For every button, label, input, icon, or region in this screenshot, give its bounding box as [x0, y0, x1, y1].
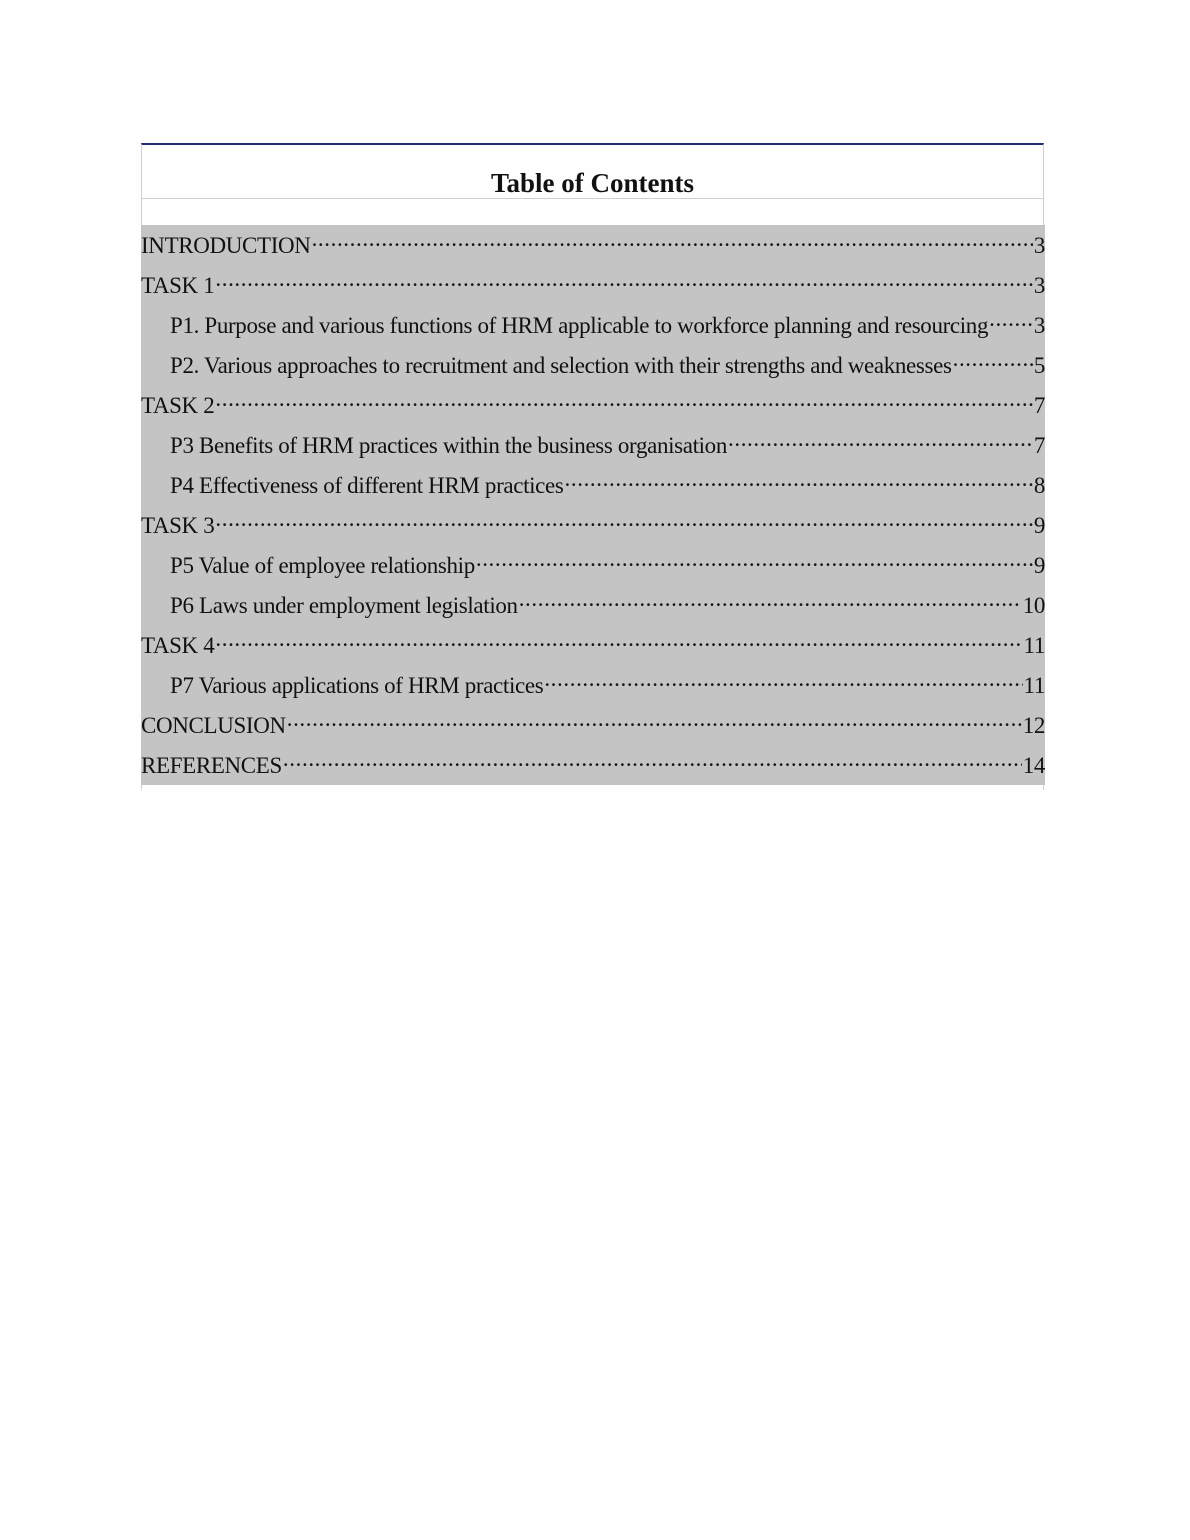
toc-entry-task-2[interactable]: [141, 385, 1045, 425]
toc-entry-p7[interactable]: [141, 665, 1045, 705]
toc-entry-task-4[interactable]: [141, 625, 1045, 665]
toc-entry-label: P3 Benefits of HRM practices within the business organisation: [170, 433, 727, 458]
toc-entry-label: P6 Laws under employment legislation: [170, 593, 518, 618]
toc-entry-introduction[interactable]: [141, 225, 1045, 265]
toc-dot-leader: [312, 225, 1033, 253]
title-spacer: [142, 199, 1043, 225]
toc-entry-p3[interactable]: [141, 425, 1045, 465]
toc-entry-task-1[interactable]: [141, 265, 1045, 305]
toc-entry-label: REFERENCES: [141, 753, 282, 778]
toc-entry-p5[interactable]: [141, 545, 1045, 585]
toc-entry-page: 11: [1023, 633, 1045, 658]
toc-entry-page: 8: [1033, 473, 1045, 498]
toc-entry-page: 10: [1022, 593, 1045, 618]
toc-dot-leader: [953, 345, 1033, 373]
toc-dot-leader: [565, 465, 1033, 493]
toc-entry-page: 7: [1033, 393, 1045, 418]
toc-dot-leader: [989, 305, 1033, 333]
toc-entry-label: TASK 3: [141, 513, 215, 538]
toc-entry-page: 5: [1033, 353, 1045, 378]
toc-entry-page: 14: [1022, 753, 1045, 778]
toc-entry-page: 9: [1033, 553, 1045, 578]
toc-entry-label: TASK 2: [141, 393, 215, 418]
toc-dot-leader: [728, 425, 1033, 453]
toc-entry-page: 3: [1033, 313, 1045, 338]
toc-entry-page: 9: [1033, 513, 1045, 538]
toc-entry-page: 11: [1023, 673, 1045, 698]
toc-entry-label: P7 Various applications of HRM practices: [170, 673, 544, 698]
toc-entry-label: TASK 1: [141, 273, 215, 298]
toc-entry-label: P1. Purpose and various functions of HRM applicable to workforce planning and resourcing: [170, 313, 989, 338]
toc-entry-label: P5 Value of employee relationship: [170, 553, 475, 578]
toc-entry-label: P2. Various approaches to recruitment and selection with their strengths and weaknesses: [170, 353, 952, 378]
toc-dot-leader: [215, 385, 1032, 413]
toc-dot-leader: [476, 545, 1033, 573]
toc-entry-label: TASK 4: [141, 633, 215, 658]
toc-entry-page: 12: [1022, 713, 1045, 738]
toc-entry-page: 3: [1033, 233, 1045, 258]
toc-title: Table of Contents: [142, 145, 1043, 199]
toc-entry-label: INTRODUCTION: [141, 233, 311, 258]
toc-dot-leader: [544, 665, 1022, 693]
toc-dot-leader: [287, 705, 1022, 733]
toc-dot-leader: [215, 505, 1032, 533]
toc-entries: [141, 225, 1045, 785]
toc-entry-conclusion[interactable]: [141, 705, 1045, 745]
toc-dot-leader: [283, 745, 1022, 773]
toc-entry-p4[interactable]: [141, 465, 1045, 505]
table-of-contents: [141, 143, 1044, 790]
toc-entry-label: CONCLUSION: [141, 713, 286, 738]
toc-entry-references[interactable]: [141, 745, 1045, 785]
toc-entry-page: 7: [1033, 433, 1045, 458]
toc-entry-page: 3: [1033, 273, 1045, 298]
toc-dot-leader: [519, 585, 1022, 613]
toc-entry-label: P4 Effectiveness of different HRM practices: [170, 473, 564, 498]
toc-entry-p2[interactable]: [141, 345, 1045, 385]
toc-entry-task-3[interactable]: [141, 505, 1045, 545]
toc-entry-p1[interactable]: [141, 305, 1045, 345]
toc-dot-leader: [215, 265, 1032, 293]
toc-entry-p6[interactable]: [141, 585, 1045, 625]
toc-dot-leader: [215, 625, 1022, 653]
